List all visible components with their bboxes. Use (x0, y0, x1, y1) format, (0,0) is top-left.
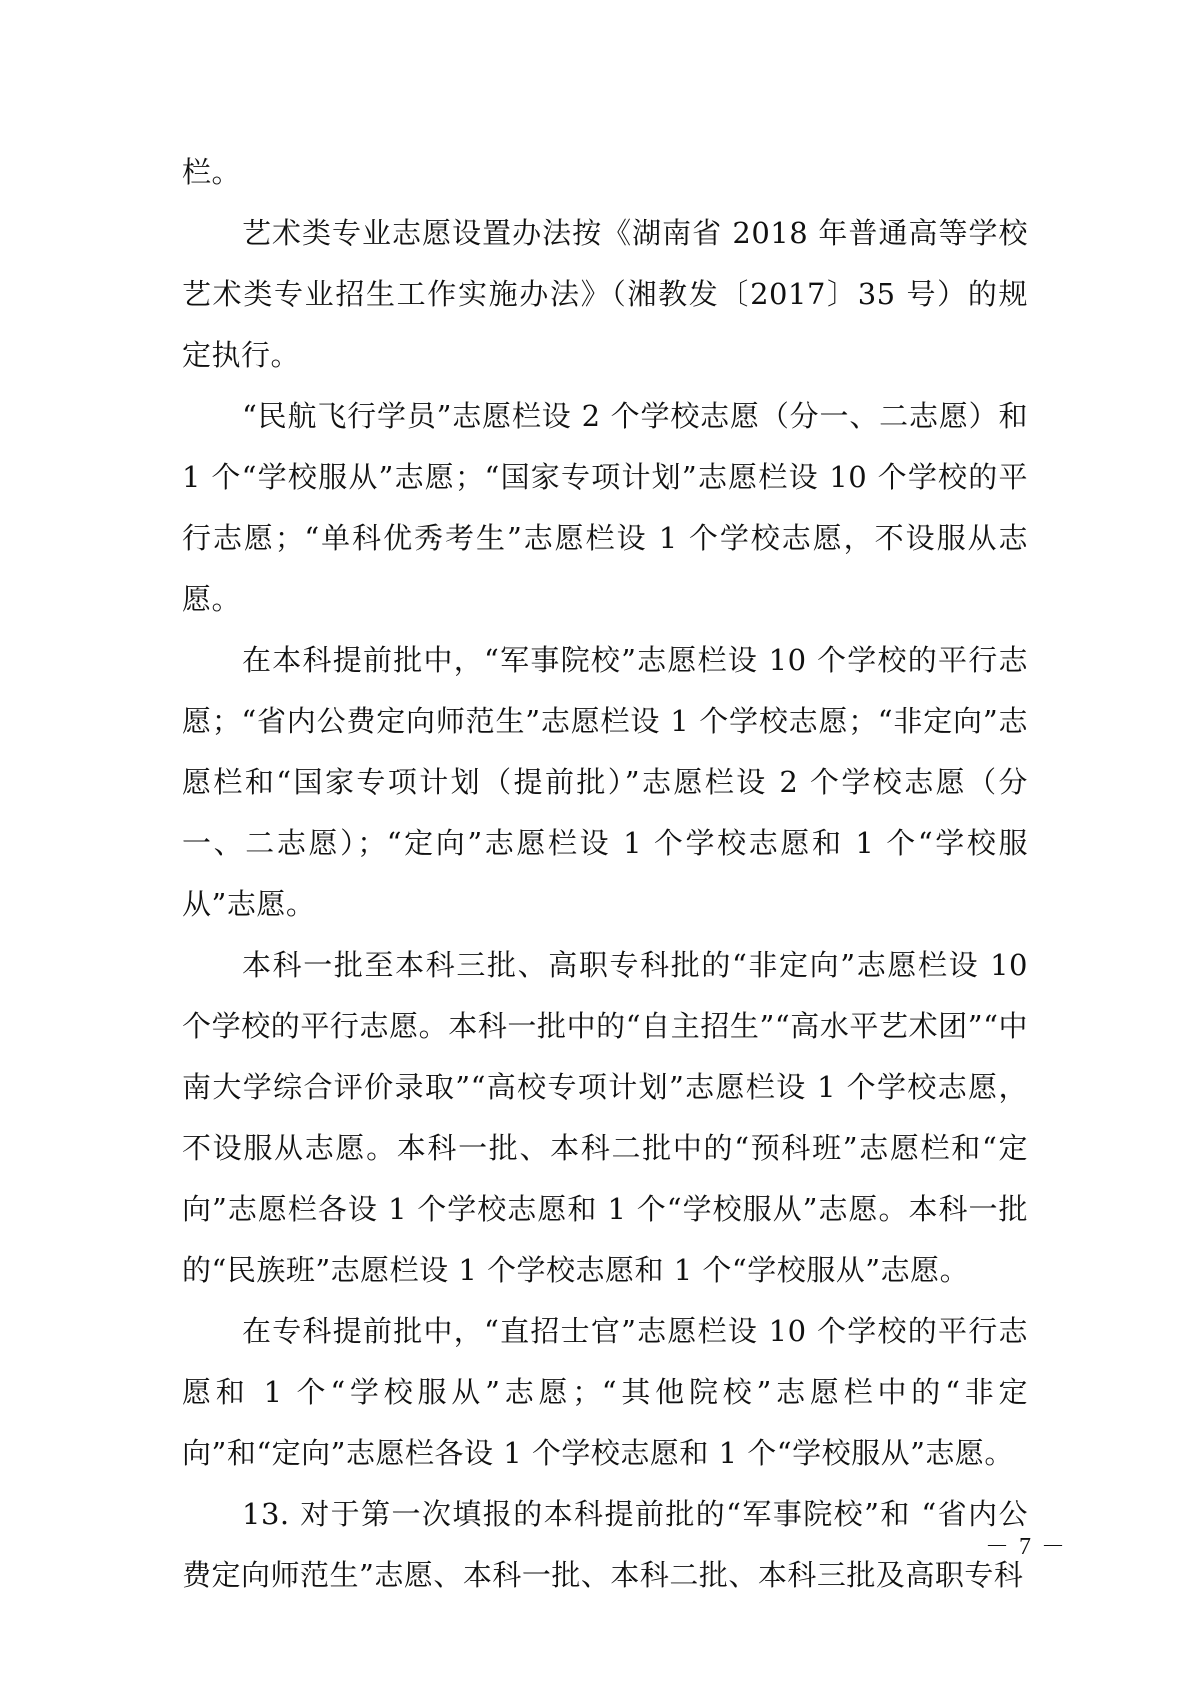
paragraph-item-13: 13. 对于第一次填报的本科提前批的“军事院校”和 “省内公费定向师范生”志愿、本科一批、本科二批、本科三批及高职专科 (182, 1497, 1028, 1592)
paragraph-continuation: 栏。 (182, 155, 242, 189)
paragraph-art-majors: 艺术类专业志愿设置办法按《湖南省 2018 年普通高等学校艺术类专业招生工作实施办法》（湘教发〔2017〕35 号）的规定执行。 (182, 216, 1028, 372)
document-body (182, 142, 1028, 1606)
paragraph-vocational-early-batch: 在专科提前批中，“直招士官”志愿栏设 10 个学校的平行志愿和 1 个“学校服从”志愿；“其他院校”志愿栏中的“非定向”和“定向”志愿栏各设 1 个学校志愿和 1 个“学校服从”志愿。 (182, 1314, 1028, 1470)
paragraph-undergraduate-early-batch: 在本科提前批中，“军事院校”志愿栏设 10 个学校的平行志愿；“省内公费定向师范生”志愿栏设 1 个学校志愿；“非定向”志愿栏和“国家专项计划（提前批）”志愿栏设 2 个学校志愿（分一、二志愿）；“定向”志愿栏设 1 个学校志愿和 1 个“学校服从”志愿。 (182, 643, 1028, 921)
page-number: － 7 － (985, 1534, 1067, 1560)
paragraph-undergraduate-batches: 本科一批至本科三批、高职专科批的“非定向”志愿栏设 10 个学校的平行志愿。本科一批中的“自主招生”“高水平艺术团”“中南大学综合评价录取”“高校专项计划”志愿栏设 1 个学校志愿，不设服从志愿。本科一批、本科二批中的“预科班”志愿栏和“定向”志愿栏各设 1 个学校志愿和 1 个“学校服从”志愿。本科一批的“民族班”志愿栏设 1 个学校志愿和 1 个“学校服从”志愿。 (182, 948, 1028, 1287)
paragraph-civil-aviation: “民航飞行学员”志愿栏设 2 个学校志愿（分一、二志愿）和 1 个“学校服从”志愿；“国家专项计划”志愿栏设 10 个学校的平行志愿；“单科优秀考生”志愿栏设 1 个学校志愿，不设服从志愿。 (182, 399, 1028, 616)
